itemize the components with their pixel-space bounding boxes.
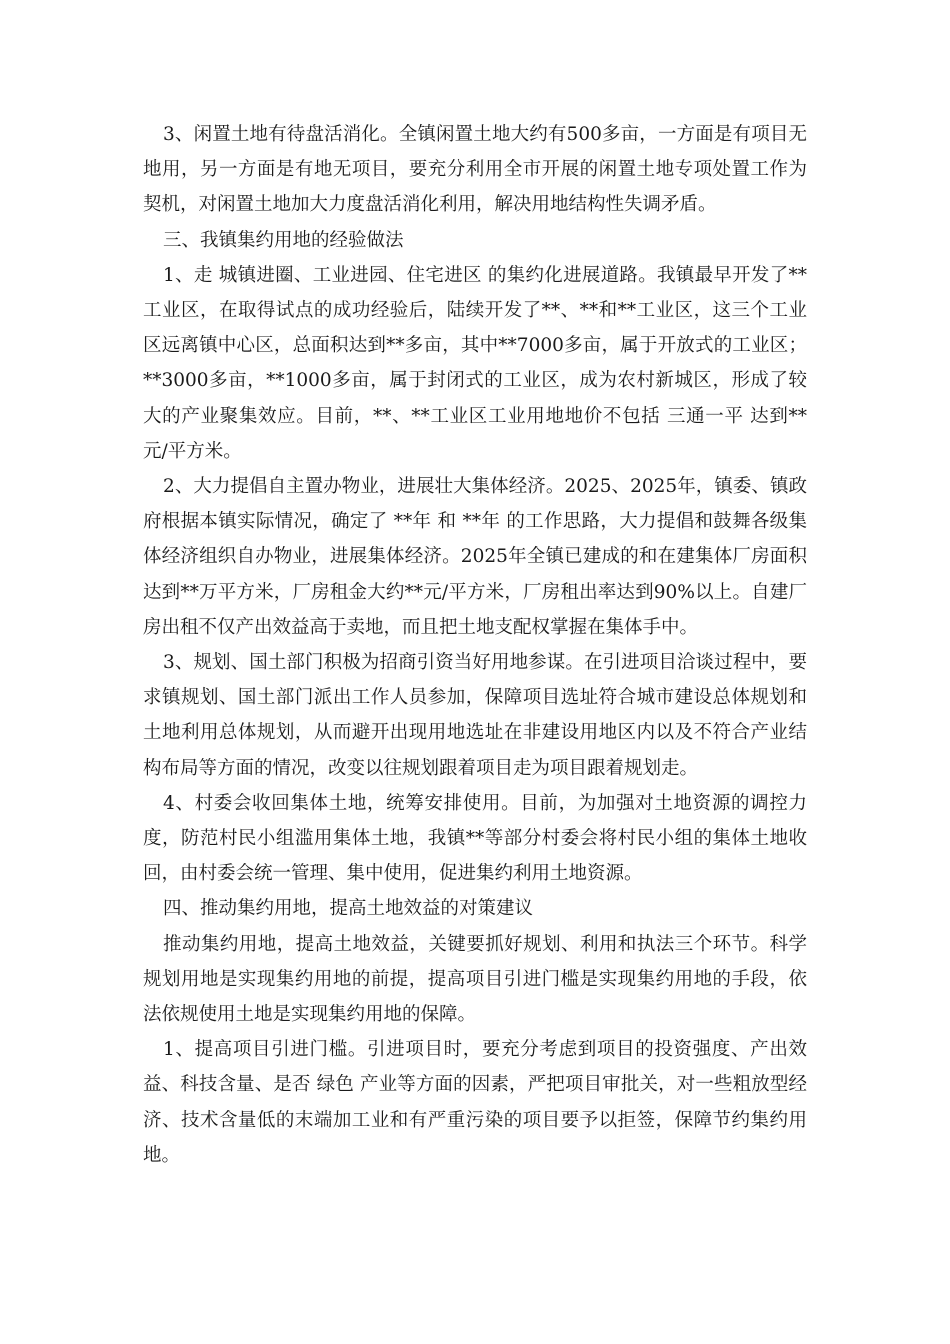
document-body bbox=[143, 117, 807, 1173]
paragraph-project-threshold: 1、提高项目引进门槛。引进项目时，要充分考虑到项目的投资强度、产出效益、科技含量、是否 绿色 产业等方面的因素，严把项目审批关，对一些粗放型经济、技术含量低的末端加工业和有严重污染的项目要予以拒签，保障节约集约用地。 bbox=[143, 1039, 807, 1166]
paragraph-planning-advisory: 3、规划、国土部门积极为招商引资当好用地参谋。在引进项目洽谈过程中，要求镇规划、国土部门派出工作人员参加，保障项目选址符合城市建设总体规划和土地利用总体规划，从而避开出现用地选址在非建设用地区内以及不符合产业结构布局等方面的情况，改变以往规划跟着项目走为项目跟着规划走。 bbox=[143, 652, 807, 779]
paragraph-collective-economy: 2、大力提倡自主置办物业，进展壮大集体经济。2025、2025年，镇委、镇政府根据本镇实际情况，确定了 **年 和 **年 的工作思路，大力提倡和鼓舞各级集体经济组织自办物业，进展集体经济。2025年全镇已建成的和在建集体厂房面积达到**万平方米，厂房租金大约**元/平方米，厂房租出率达到90%以上。自建厂房出租不仅产出效益高于卖地，而且把土地支配权掌握在集体手中。 bbox=[143, 476, 807, 638]
paragraph-key-links: 推动集约用地，提高土地效益，关键要抓好规划、利用和执法三个环节。科学规划用地是实现集约用地的前提，提高项目引进门槛是实现集约用地的手段，依法依规使用土地是实现集约用地的保障。 bbox=[143, 933, 807, 1026]
paragraph-village-committee: 4、村委会收回集体土地，统筹安排使用。目前，为加强对土地资源的调控力度，防范村民小组滥用集体土地，我镇**等部分村委会将村民小组的集体土地收回，由村委会统一管理、集中使用，促进集约利用土地资源。 bbox=[143, 792, 807, 885]
section-heading-recommendations: 四、推动集约用地，提高土地效益的对策建议 bbox=[163, 898, 534, 920]
paragraph-industrial-zones: 1、走 城镇进圈、工业进园、住宅进区 的集约化进展道路。我镇最早开发了**工业区，在取得试点的成功经验后，陆续开发了**、**和**工业区，这三个工业区远离镇中心区，总面积达到**多亩，其中**7000多亩，属于开放式的工业区；**3000多亩，**1000多亩，属于封闭式的工业区，成为农村新城区，形成了较大的产业聚集效应。目前，**、**工业区工业用地地价不包括 三通一平 达到**元/平方米。 bbox=[143, 264, 807, 462]
section-heading-experience: 三、我镇集约用地的经验做法 bbox=[163, 229, 404, 251]
paragraph-idle-land: 3、闲置土地有待盘活消化。全镇闲置土地大约有500多亩，一方面是有项目无地用，另一方面是有地无项目，要充分利用全市开展的闲置土地专项处置工作为契机，对闲置土地加大力度盘活消化利用，解决用地结构性失调矛盾。 bbox=[143, 124, 807, 216]
